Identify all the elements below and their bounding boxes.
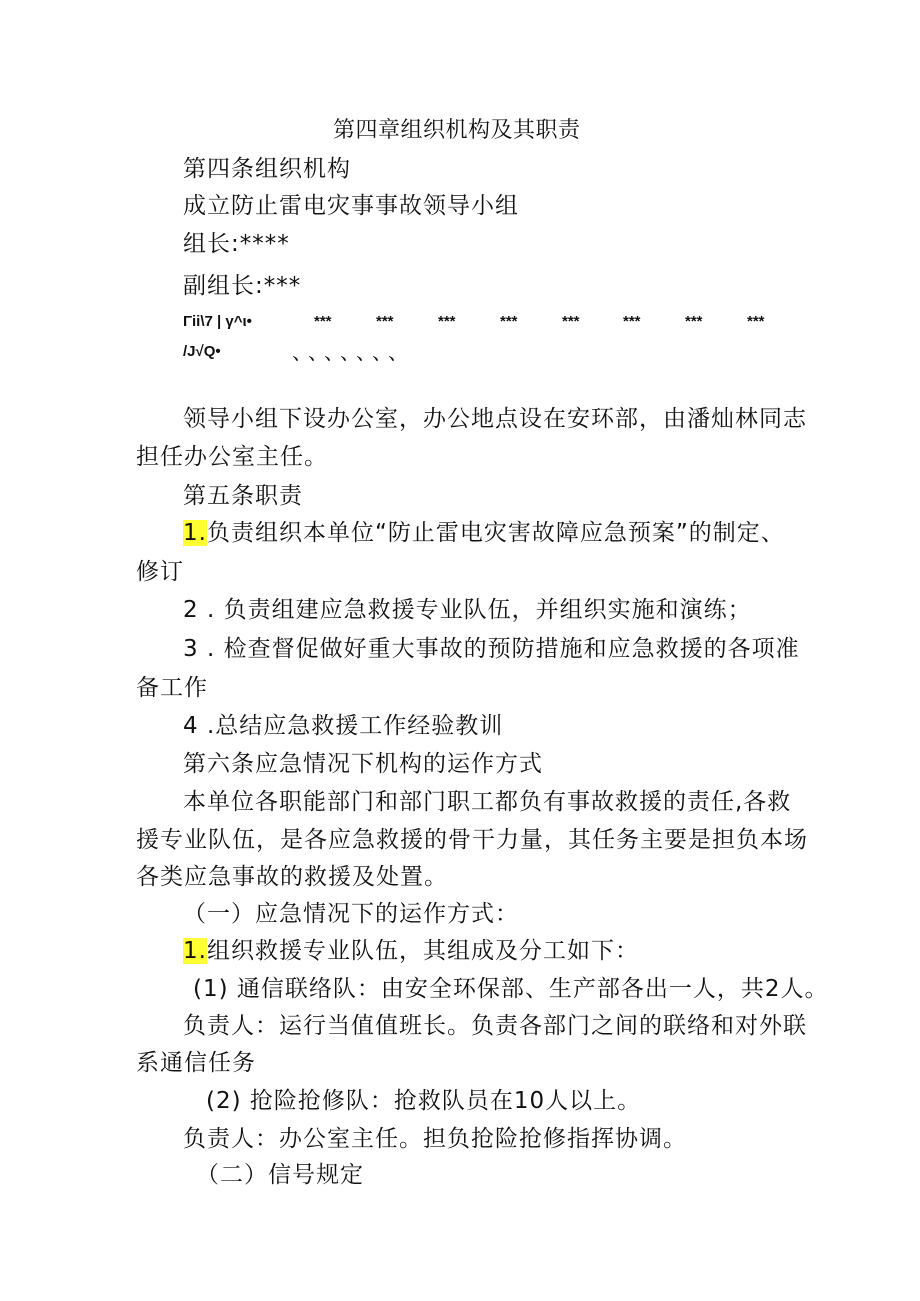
duty-4: 4 .总结应急救援工作经验教训	[183, 713, 504, 739]
section-1-heading: （一）应急情况下的运作方式：	[183, 901, 519, 927]
office-paragraph-line1: 领导小组下设办公室，办公地点设在安环部，由潘灿林同志	[183, 406, 807, 432]
comm-team-resp-line1: 负责人：运行当值值班长。负责各部门之间的联络和对外联	[183, 1013, 807, 1039]
duty-1-line2: 修订	[136, 559, 184, 585]
article-6-para-line2: 援专业队伍，是各应急救援的骨干力量，其任务主要是担负本场	[136, 827, 808, 853]
article-4-group: 成立防止雷电灾事事故领导小组	[183, 193, 519, 219]
article-4-heading: 第四条组织机构	[183, 156, 351, 182]
member-star: ***	[500, 313, 518, 330]
office-paragraph-line2: 担任办公室主任。	[136, 444, 328, 470]
article-6-heading: 第六条应急情况下机构的运作方式	[183, 751, 543, 777]
duty-1-text: 负责组织本单位“防止雷电灾害故障应急预案”的制定、	[206, 520, 785, 546]
member-star: ***	[747, 313, 765, 330]
member-star: ***	[685, 313, 703, 330]
duty-3-line2: 备工作	[136, 675, 208, 701]
duty-3-line1: 3 . 检查督促做好重大事故的预防措施和应急救援的各项准	[183, 636, 800, 662]
article-6-para-line3: 各类应急事故的救援及处置。	[136, 864, 448, 890]
member-star: ***	[438, 313, 456, 330]
comm-team-resp-line2: 系通信任务	[136, 1050, 256, 1076]
member-separators: 、、、、、、、	[292, 340, 414, 364]
article-5-heading: 第五条职责	[183, 483, 303, 509]
chapter-title: 第四章组织机构及其职责	[333, 118, 581, 143]
team-list-text: 组织救援专业队伍，其组成及分工如下：	[206, 938, 639, 964]
section-2-heading: （二）信号规定	[196, 1162, 364, 1188]
leader-line: 组长:****	[183, 231, 290, 257]
member-star: ***	[314, 313, 332, 330]
highlight-number: 1.	[183, 520, 207, 546]
member-star: ***	[562, 313, 580, 330]
rescue-team-line: (2) 抢险抢修队：抢救队员在10人以上。	[206, 1088, 642, 1114]
duty-1-line1	[183, 517, 785, 549]
comm-team-line: (1) 通信联络队：由安全环保部、生产部各出一人，共2人。	[193, 976, 829, 1002]
rescue-team-resp: 负责人：办公室主任。担负抢险抢修指挥协调。	[183, 1126, 687, 1152]
member-star: ***	[376, 313, 394, 330]
member-star: ***	[623, 313, 641, 330]
team-list-intro	[183, 935, 639, 967]
highlight-number: 1.	[183, 938, 207, 964]
deputy-leader-line: 副组长:***	[183, 273, 302, 299]
garbled-member-label-2: /J√Q•	[183, 343, 221, 360]
article-6-para-line1: 本单位各职能部门和部门职工都负有事故救援的责任,各救	[183, 789, 792, 815]
member-stars-row	[0, 312, 920, 332]
duty-2: 2 . 负责组建应急救援专业队伍，并组织实施和演练；	[183, 597, 752, 623]
garbled-member-label-1: Γii\7 | γ^ι•	[183, 313, 252, 330]
